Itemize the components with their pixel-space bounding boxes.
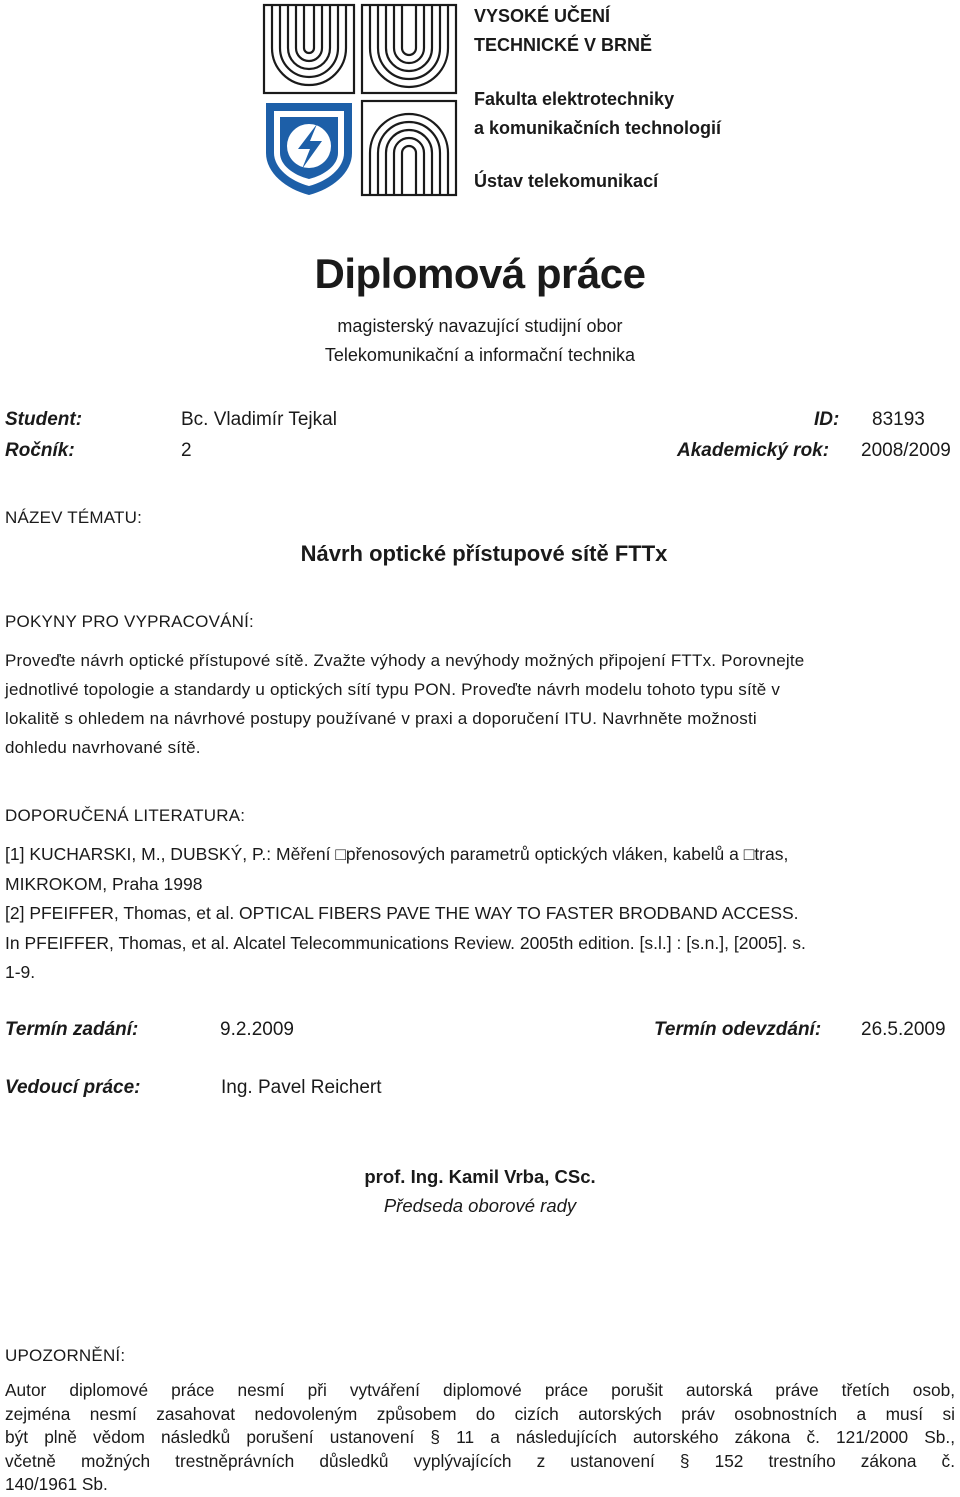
program-line1: magisterský navazující studijní obor [337, 316, 623, 336]
academic-year-label: Akademický rok: [677, 440, 830, 461]
school-name-line2: TECHNICKÉ V BRNĚ [474, 35, 653, 55]
warning-line: zejména nesmí zasahovat nedovoleným způsobem do cizích autorských práv osobnostních a musí si [5, 1403, 955, 1424]
document-title: Diplomová práce [314, 250, 646, 297]
faculty-name-line1: Fakulta elektrotechniky [474, 89, 675, 109]
assign-date-value: 9.2.2009 [220, 1019, 294, 1040]
assign-date-label: Termín zadání: [5, 1019, 139, 1040]
literature-line: [1] KUCHARSKI, M., DUBSKÝ, P.: Měření □přenosových parametrů optických vláken, kabelů a □tras, [5, 844, 789, 864]
literature-list [5, 840, 955, 988]
instructions-line: Proveďte návrh optické přístupové sítě. Zvažte výhody a nevýhody možných připojení FTTx. Porovnejte [5, 651, 805, 670]
literature-line: MIKROKOM, Praha 1998 [5, 873, 203, 894]
university-logo [262, 3, 458, 197]
warning-line: včetně možných trestněprávních důsledků vyplývajících z ustanovení § 152 trestního zákona č. [5, 1450, 955, 1471]
instructions-line: jednotlivé topologie a standardy u optických sítí typu PON. Proveďte návrh modelu tohoto typu sítě v [5, 680, 781, 699]
supervisor-value: Ing. Pavel Reichert [221, 1077, 382, 1098]
due-date-label: Termín odevzdání: [654, 1019, 822, 1040]
literature-line: In PFEIFFER, Thomas, et al. Alcatel Telecommunications Review. 2005th edition. [s.l.] : [s.n.], [2005]. s. [5, 932, 806, 953]
topic-heading: NÁZEV TÉMATU: [5, 508, 143, 527]
department-name: Ústav telekomunikací [474, 171, 659, 191]
literature-heading: DOPORUČENÁ LITERATURA: [5, 806, 246, 825]
due-date-value: 26.5.2009 [861, 1019, 946, 1040]
academic-year-value: 2008/2009 [861, 440, 951, 461]
instructions-heading: POKYNY PRO VYPRACOVÁNÍ: [5, 612, 254, 631]
program-line2: Telekomunikační a informační technika [324, 345, 636, 365]
student-label: Student: [5, 409, 83, 430]
topic-value: Návrh optické přístupové sítě FTTx [300, 541, 668, 566]
warning-heading: UPOZORNĚNÍ: [5, 1346, 126, 1365]
literature-line: 1-9. [5, 962, 36, 982]
warning-line: být plně vědom následků porušení ustanovení § 11 a následujících autorského zákona č. 121/2000 Sb., [5, 1427, 955, 1447]
instructions-line: lokalitě s ohledem na návrhové postupy používané v praxi a doporučení ITU. Navrhněte možnosti [5, 709, 757, 728]
chair-role: Předseda oborové rady [383, 1195, 577, 1216]
year-value: 2 [181, 440, 192, 461]
school-name-line1: VYSOKÉ UČENÍ [474, 6, 611, 26]
year-label: Ročník: [5, 440, 75, 461]
id-value: 83193 [872, 409, 925, 430]
instructions-line: dohledu navrhované sítě. [5, 738, 201, 757]
chair-name: prof. Ing. Kamil Vrba, CSc. [364, 1166, 596, 1187]
instructions-text [5, 646, 955, 762]
faculty-shield-icon [266, 103, 352, 195]
warning-text [5, 1379, 955, 1497]
supervisor-label: Vedoucí práce: [5, 1077, 141, 1098]
warning-line: Autor diplomové práce nesmí při vytváření diplomové práce porušit autorská práve třetích osob, [5, 1380, 955, 1400]
warning-line: 140/1961 Sb. [5, 1474, 108, 1494]
literature-line: [2] PFEIFFER, Thomas, et al. OPTICAL FIBERS PAVE THE WAY TO FASTER BRODBAND ACCESS. [5, 903, 799, 923]
student-value: Bc. Vladimír Tejkal [181, 409, 337, 430]
faculty-name-line2: a komunikačních technologií [474, 118, 722, 138]
id-label: ID: [814, 409, 840, 430]
